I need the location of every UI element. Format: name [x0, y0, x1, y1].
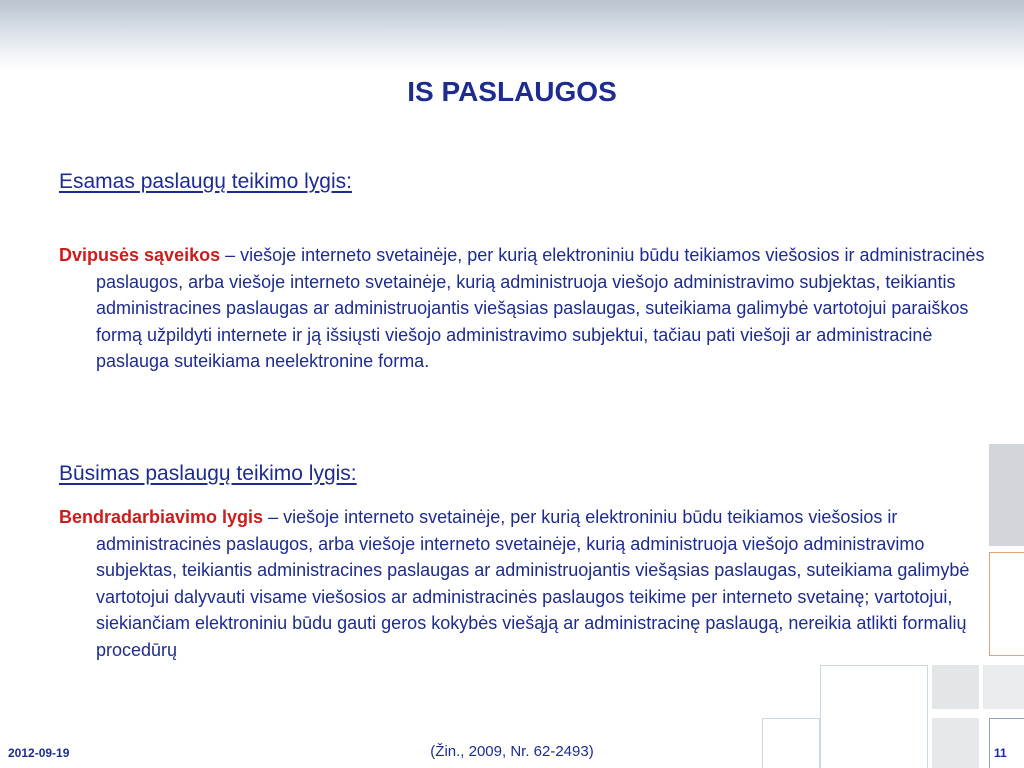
header-gradient-band: [0, 0, 1024, 70]
footer-source-citation: (Žin., 2009, Nr. 62-2493): [430, 743, 594, 760]
decorative-square: [989, 552, 1024, 656]
current-level-heading: Esamas paslaugų teikimo lygis:: [59, 170, 352, 193]
current-level-paragraph: [59, 242, 996, 375]
future-level-heading: Būsimas paslaugų teikimo lygis:: [59, 462, 357, 485]
future-level-paragraph: [59, 504, 996, 663]
current-level-description: – viešoje interneto svetainėje, per kurią elektroniniu būdu teikiamos viešosios ir administracinės paslaugos, arba viešoje interneto svetainėje, kurią administruoja viešojo administravimo subjektas, teikiantis administracines paslaugas ar administruojantis viešąsias paslaugas, suteikiama galimybė vartotojui paraiškos formą užpildyti internete ir ją išsiųsti viešojo administravimo subjektui, tačiau pati viešoji ar administracinė paslauga suteikiama neelektronine forma.: [96, 245, 985, 371]
current-level-term: Dvipusės sąveikos: [59, 245, 221, 265]
page-number: 11: [994, 746, 1007, 760]
footer-date: 2012-09-19: [8, 746, 70, 760]
decorative-square: [989, 444, 1024, 546]
future-level-description: – viešoje interneto svetainėje, per kurią elektroniniu būdu teikiamos viešosios ir administracinės paslaugos, arba viešoje interneto svetainėje, kurią administruoja viešojo administravimo subjektas, teikiantis administracines paslaugas ar administruojantis viešąsias paslaugas, suteikiama galimybė vartotojui dalyvauti visame viešosios ar administracinės paslaugos teikime per interneto svetainę; vartotojui, siekiančiam elektroniniu būdu gauti geros kokybės viešąją ar administracinę paslaugą, nereikia atlikti formalių procedūrų: [96, 507, 970, 660]
decorative-square: [983, 665, 1024, 709]
decorative-square: [932, 665, 979, 709]
slide-title: IS PASLAUGOS: [407, 76, 617, 107]
future-level-term: Bendradarbiavimo lygis: [59, 507, 264, 527]
